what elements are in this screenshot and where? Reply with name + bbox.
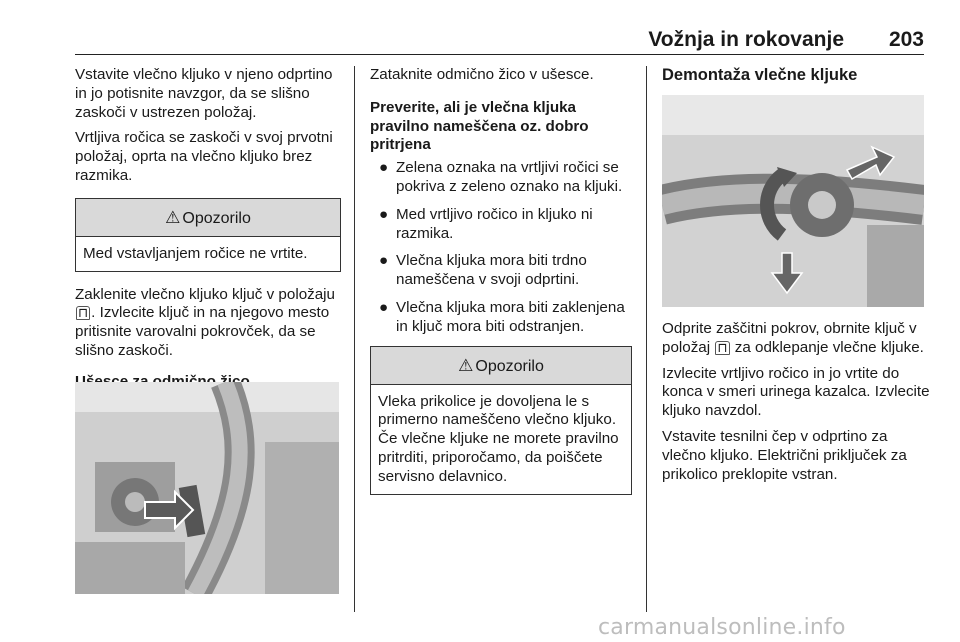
list-item: ● Vlečna kljuka mora biti trdno nameščena v svoji odprtini. xyxy=(379,252,587,289)
check-list xyxy=(370,159,632,336)
check-heading: Preverite, ali je vlečna kljuka pravilno nameščena oz. dobro pritrjena xyxy=(370,98,589,154)
warning-heading: Opozorilo xyxy=(182,209,251,227)
column-divider-1 xyxy=(354,66,355,612)
removal-illustration xyxy=(662,95,924,307)
eyelet-illustration xyxy=(75,382,339,594)
paragraph-seal: Vstavite tesnilni čep v odprtino za vlečno kljuko. Električni priključek za prikolico preklopite vstran. xyxy=(662,427,907,483)
lock-closed-icon: ⊓ xyxy=(78,305,89,321)
warning-header xyxy=(76,199,340,237)
column-3 xyxy=(662,66,924,92)
removal-photo xyxy=(662,95,924,307)
list-item: ● Vlečna kljuka mora biti zaklenjena in ključ mora biti odstranjen. xyxy=(379,298,625,335)
paragraph-unlock: Odprite zaščitni pokrov, obrnite ključ v položaj ⊓ za odklepanje vlečne kljuke. xyxy=(662,320,924,356)
list-item: ● Med vrtljivo ročico in kljuko ni razmika. xyxy=(379,205,593,242)
section-heading-removal: Demontaža vlečne kljuke xyxy=(662,66,858,84)
eyelet-photo xyxy=(75,382,339,594)
warning-text: Med vstavljanjem ročice ne vrtite. xyxy=(83,244,308,262)
warning-text: Vleka prikolice je dovoljena le s primerno nameščeno vlečno kljuko. Če vlečne kljuke ne morete pravilno pritrditi, priporočamo, da poiščete servisno delavnico. xyxy=(378,392,619,485)
warning-heading: Opozorilo xyxy=(475,357,544,375)
column-3-text xyxy=(662,320,930,491)
warning-box xyxy=(75,198,341,272)
page-header xyxy=(75,28,924,55)
warning-triangle-icon: ⚠ xyxy=(458,355,474,375)
warning-triangle-icon: ⚠ xyxy=(165,207,181,227)
column-2 xyxy=(370,66,632,509)
paragraph-lever: Vrtljiva ročica se zaskoči v svoj prvotni položaj, oprta na vlečno kljuko brez razmika. xyxy=(75,129,333,184)
list-item: ● Zelena oznaka na vrtljivi ročici se pokriva z zeleno oznako na kljuki. xyxy=(379,159,623,195)
paragraph-insert: Vstavite vlečno kljuko v njeno odprtino in jo potisnite navzgor, da se slišno zaskoči v ustrezen položaj. xyxy=(75,66,333,121)
warning-box xyxy=(370,346,632,495)
paragraph-lock: Zaklenite vlečno kljuko ključ v položaju ⊓ . Izvlecite ključ in na njegovo mesto pritisnite varovalni pokrovček, da se slišno zaskoči. xyxy=(75,285,336,359)
page-number: 203 xyxy=(888,28,924,51)
column-divider-2 xyxy=(646,66,647,612)
lock-open-icon: ⊓ xyxy=(717,339,728,355)
column-1 xyxy=(75,66,341,399)
paragraph-attach-cable: Zataknite odmično žico v ušesce. xyxy=(370,66,594,83)
watermark: carmanualsonline.info xyxy=(598,615,846,640)
paragraph-rotate: Izvlecite vrtljivo ročico in jo vrtite do konca v smeri urinega kazalca. Izvlecite kljuko navzdol. xyxy=(662,364,930,420)
chapter-title: Vožnja in rokovanje xyxy=(648,28,844,51)
warning-header xyxy=(371,347,631,385)
